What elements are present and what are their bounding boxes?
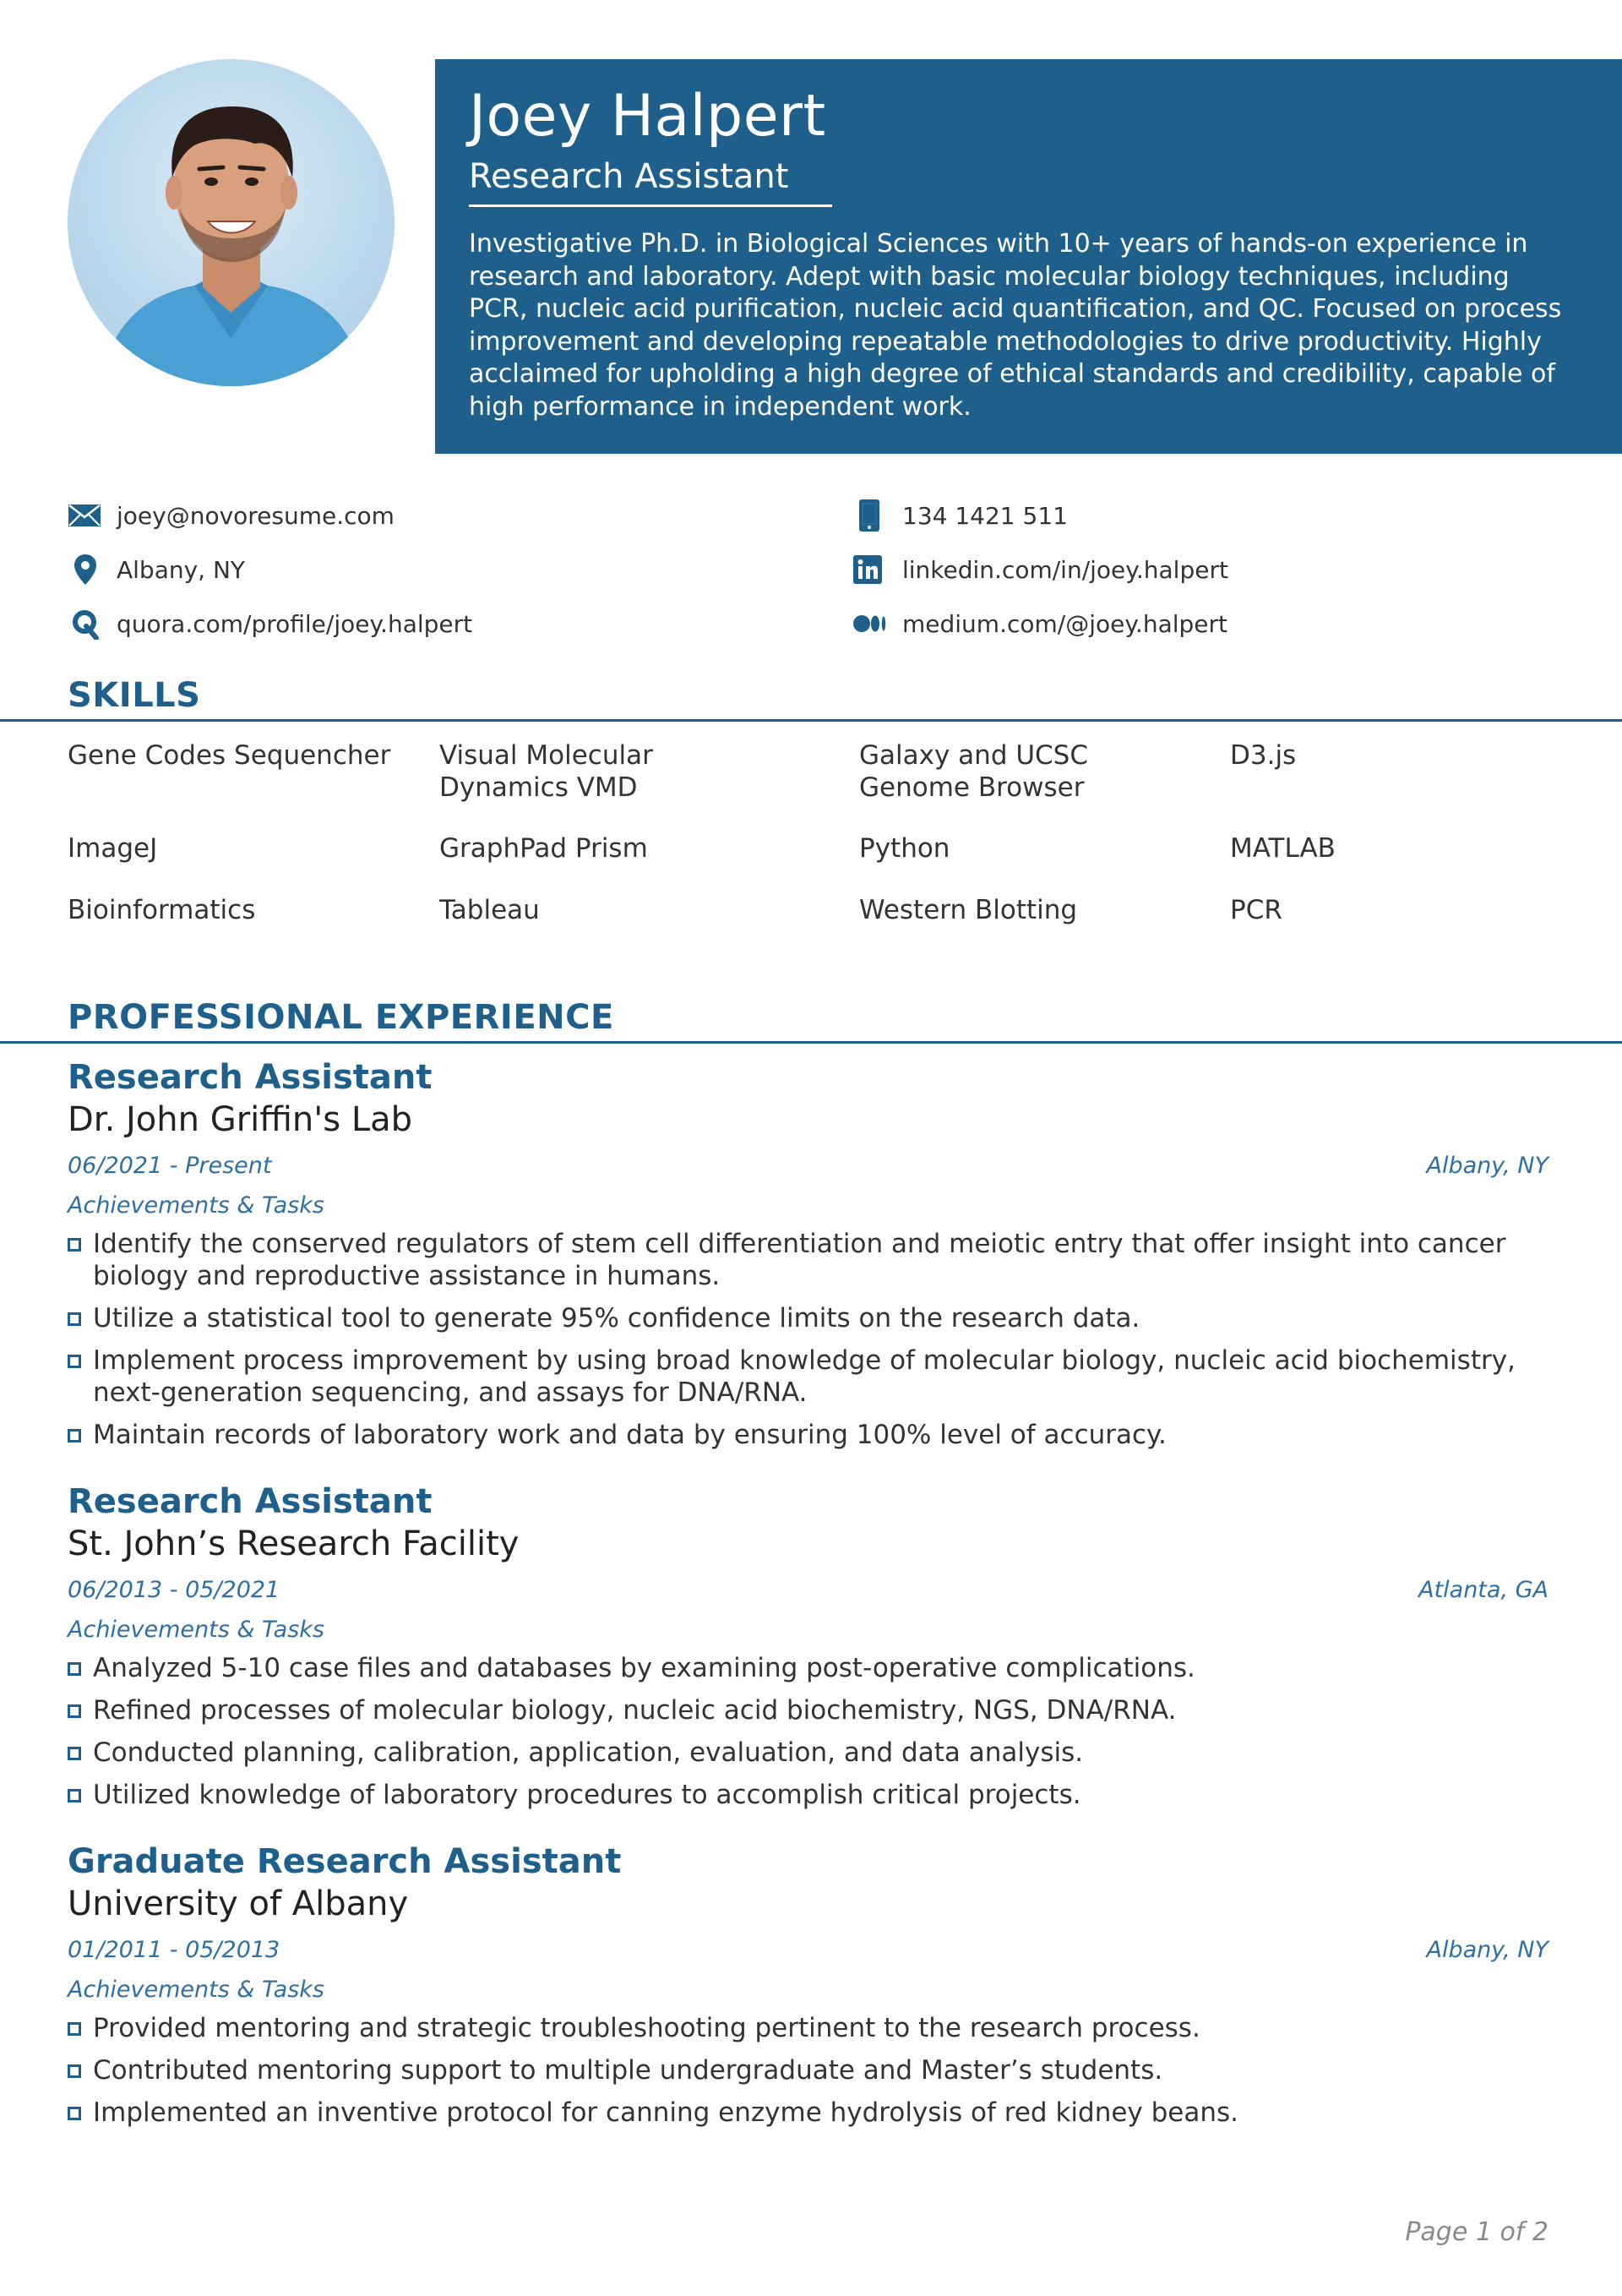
contact-section — [68, 499, 1554, 668]
contact-quora[interactable] — [68, 607, 472, 641]
location-pin-icon — [68, 553, 105, 586]
square-bullet-icon — [68, 1789, 81, 1802]
job-bullets — [68, 2012, 1554, 2129]
bullet-text: Identify the conserved regulators of stem cell differentiation and meiotic entry that offer insight into cancer biology and reproductive assistance in humans. — [93, 1229, 1506, 1291]
bullet-item — [68, 2054, 1554, 2086]
job-dates: 01/2011 - 05/2013 — [68, 1937, 280, 1963]
quora-icon — [68, 607, 105, 641]
bullet-text: Contributed mentoring support to multiple undergraduate and Master’s students. — [93, 2055, 1163, 2086]
email-text: joey@novoresume.com — [117, 501, 395, 530]
skill-item: Tableau — [439, 895, 540, 925]
job-bullets — [68, 1228, 1554, 1451]
skill-item: GraphPad Prism — [439, 833, 648, 864]
job-bullets — [68, 1652, 1554, 1811]
bullet-text: Utilize a statistical tool to generate 95% confidence limits on the research data. — [93, 1303, 1140, 1333]
header-panel — [435, 59, 1622, 454]
job-dates: 06/2021 - Present — [68, 1153, 272, 1179]
skill-item: D3.js — [1230, 740, 1297, 771]
skill-item: Gene Codes Sequencher — [68, 740, 391, 771]
square-bullet-icon — [68, 1662, 81, 1676]
bullet-item — [68, 2097, 1554, 2129]
bullet-item — [68, 1652, 1554, 1684]
bullet-item — [68, 1737, 1554, 1769]
bullet-item — [68, 1779, 1554, 1811]
job-location: Albany, NY — [1426, 1153, 1549, 1179]
bullet-item — [68, 2012, 1554, 2044]
square-bullet-icon — [68, 1312, 81, 1326]
bullet-text: Conducted planning, calibration, application, evaluation, and data analysis. — [93, 1737, 1084, 1768]
envelope-icon — [68, 499, 105, 532]
job-organization: Dr. John Griffin's Lab — [68, 1100, 413, 1139]
contact-medium[interactable] — [853, 607, 1227, 641]
job-subheading: Achievements & Tasks — [68, 1977, 325, 2003]
bullet-text: Provided mentoring and strategic troubleshooting pertinent to the research process. — [93, 2013, 1200, 2043]
skill-item: MATLAB — [1230, 833, 1336, 864]
job-title: Research Assistant — [68, 1482, 433, 1521]
skill-item: Galaxy and UCSC Genome Browser — [859, 740, 1089, 803]
bullet-text: Refined processes of molecular biology, nucleic acid biochemistry, NGS, DNA/RNA. — [93, 1695, 1177, 1726]
job-organization: University of Albany — [68, 1884, 409, 1923]
medium-icon — [853, 607, 890, 641]
person-portrait-icon — [68, 59, 395, 386]
bullet-item — [68, 1228, 1554, 1292]
skill-item: Western Blotting — [859, 895, 1078, 925]
skills-rule — [0, 719, 1622, 722]
bullet-text: Utilized knowledge of laboratory procedures to accomplish critical projects. — [93, 1780, 1081, 1810]
location-text: Albany, NY — [117, 555, 246, 584]
square-bullet-icon — [68, 1704, 81, 1718]
bullet-text: Implement process improvement by using broad knowledge of molecular biology, nucleic acid biochemistry, next-generation sequencing, and assays for DNA/RNA. — [93, 1345, 1516, 1408]
contact-phone[interactable] — [853, 499, 1068, 532]
job-location: Albany, NY — [1426, 1937, 1549, 1963]
page-number: Page 1 of 2 — [1405, 2217, 1549, 2247]
square-bullet-icon — [68, 2022, 81, 2036]
job-title: Research Assistant — [68, 1058, 433, 1097]
bullet-text: Maintain records of laboratory work and data by ensuring 100% level of accuracy. — [93, 1420, 1167, 1450]
skill-item: Visual Molecular Dynamics VMD — [439, 740, 653, 803]
bullet-item — [68, 1419, 1554, 1451]
experience-rule — [0, 1041, 1622, 1044]
square-bullet-icon — [68, 1747, 81, 1760]
square-bullet-icon — [68, 1429, 81, 1442]
skill-item: Python — [859, 833, 950, 864]
job-dates: 06/2013 - 05/2021 — [68, 1577, 280, 1603]
experience-heading: PROFESSIONAL EXPERIENCE — [68, 998, 614, 1037]
candidate-role: Research Assistant — [469, 157, 789, 196]
contact-email[interactable] — [68, 499, 395, 532]
square-bullet-icon — [68, 2064, 81, 2078]
bullet-item — [68, 1302, 1554, 1334]
skill-item: ImageJ — [68, 833, 158, 864]
linkedin-icon — [853, 553, 890, 586]
contact-linkedin[interactable] — [853, 553, 1228, 586]
square-bullet-icon — [68, 1355, 81, 1368]
summary-text: Investigative Ph.D. in Biological Sciences with 10+ years of hands-on experience in research and laboratory. Adept with basic molecular biology techniques, including PCR, nucleic acid purification, nucleic acid quantification, and QC. Focused on process improvement and developing repeatable methodologies to drive productivity. Highly acclaimed for upholding a high degree of ethical standards and credibility, capable of high performance in independent work. — [469, 229, 1562, 422]
job-subheading: Achievements & Tasks — [68, 1617, 325, 1643]
bullet-item — [68, 1344, 1554, 1409]
job-location: Atlanta, GA — [1418, 1577, 1549, 1603]
job-subheading: Achievements & Tasks — [68, 1192, 325, 1219]
square-bullet-icon — [68, 2107, 81, 2120]
profile-photo — [68, 59, 395, 386]
job-organization: St. John’s Research Facility — [68, 1524, 520, 1563]
bullet-text: Implemented an inventive protocol for canning enzyme hydrolysis of red kidney beans. — [93, 2097, 1239, 2128]
bullet-text: Analyzed 5-10 case files and databases by examining post-operative complications. — [93, 1653, 1195, 1683]
job-title: Graduate Research Assistant — [68, 1842, 622, 1881]
phone-icon — [853, 499, 890, 532]
skill-item: PCR — [1230, 895, 1282, 925]
phone-text: 134 1421 511 — [902, 501, 1068, 530]
skills-heading: SKILLS — [68, 676, 201, 715]
contact-location — [68, 553, 245, 586]
linkedin-text: linkedin.com/in/joey.halpert — [902, 555, 1228, 584]
skill-item: Bioinformatics — [68, 895, 256, 925]
bullet-item — [68, 1694, 1554, 1726]
medium-text: medium.com/@joey.halpert — [902, 609, 1227, 638]
quora-text: quora.com/profile/joey.halpert — [117, 609, 473, 638]
candidate-name: Joey Halpert — [469, 83, 826, 150]
square-bullet-icon — [68, 1238, 81, 1252]
role-underline — [469, 205, 832, 207]
